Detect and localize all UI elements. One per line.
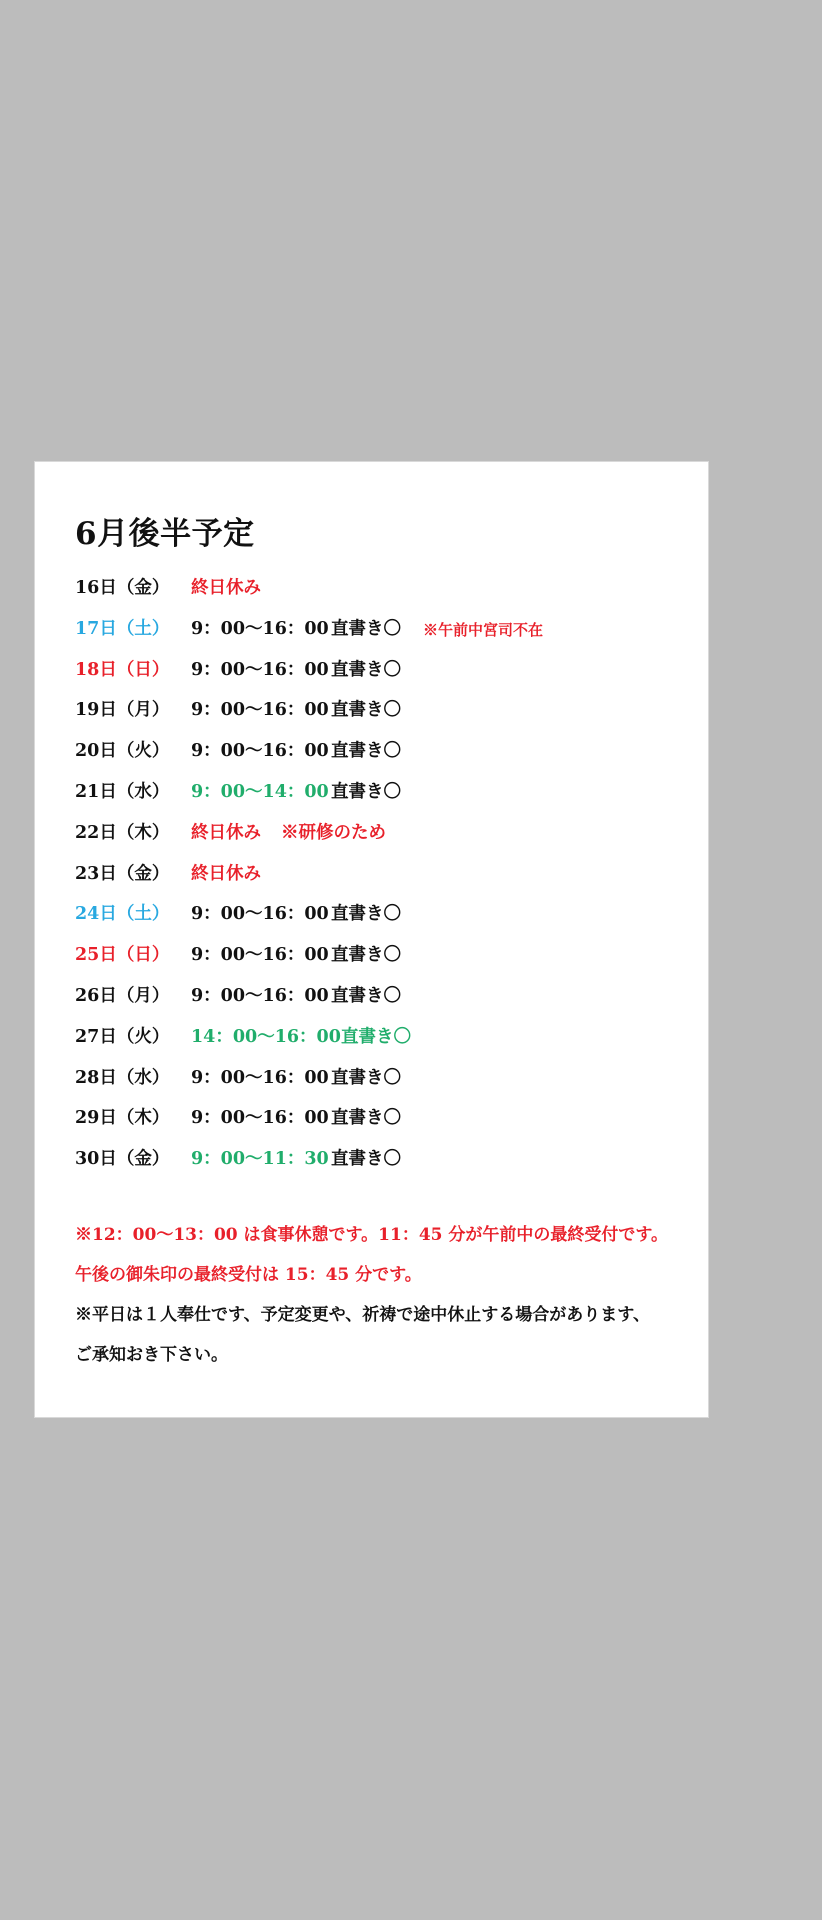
schedule-row [75,650,685,691]
schedule-date: 25日（日） [75,945,170,966]
schedule-hours: 9：00〜11：30 [191,1149,329,1170]
schedule-hours: 9：00〜16：00 [191,904,329,925]
schedule-stamp: 直書き〇 [331,741,401,762]
schedule-row [75,1058,685,1099]
notice-weekday-staff: ※平日は１人奉仕です、予定変更や、祈祷で途中休止する場合があります、 [75,1305,650,1325]
schedule-date: 24日（土） [75,904,170,925]
schedule-date: 21日（水） [75,781,170,802]
schedule-note: ※午前中宮司不在 [423,620,544,639]
schedule-hours: 9：00〜16：00 [191,659,329,680]
schedule-row [75,935,685,976]
schedule-date: 18日（日） [75,659,170,680]
schedule-closed: 終日休み [191,578,261,598]
schedule-closed: 終日休み [191,822,261,843]
schedule-stamp: 直書き〇 [331,945,401,966]
schedule-row [75,976,685,1017]
schedule-stamp: 直書き〇 [331,904,401,925]
schedule-hours: 9：00〜14：00 [191,781,329,802]
schedule-date: 30日（金） [75,1149,170,1170]
schedule-hours: 9：00〜16：00 [191,618,329,639]
schedule-hours: 9：00〜16：00 [191,985,329,1006]
schedule-row [75,772,685,813]
schedule-stamp: 直書き〇 [331,1067,401,1088]
schedule-stamp: 直書き〇 [341,1026,411,1047]
schedule-card [35,462,708,1417]
schedule-stamp: 直書き〇 [331,985,401,1006]
schedule-row [75,1098,685,1139]
schedule-date: 17日（土） [75,618,170,639]
schedule-date: 29日（木） [75,1108,170,1129]
schedule-hours: 9：00〜16：00 [191,1108,329,1129]
schedule-date: 16日（金） [75,578,170,598]
schedule-hours: 14：00〜16：00 [191,1026,341,1047]
schedule-closed: 終日休み [191,863,261,884]
schedule-date: 22日（木） [75,822,170,843]
schedule-row [75,854,685,895]
schedule-row [75,609,685,650]
schedule-stamp: 直書き〇 [331,659,401,680]
schedule-date: 19日（月） [75,700,170,721]
schedule-row [75,1017,685,1058]
schedule-hours: 9：00〜16：00 [191,741,329,762]
schedule-date: 20日（火） [75,741,170,762]
schedule-stamp: 直書き〇 [331,1149,401,1170]
schedule-closed-note: ※研修のため [281,822,386,843]
schedule-row [75,690,685,731]
schedule-row [75,1139,685,1180]
schedule-date: 27日（火） [75,1026,170,1047]
notice-afternoon-deadline: 午後の御朱印の最終受付は 15：45 分です。 [75,1265,422,1285]
schedule-stamp: 直書き〇 [331,781,401,802]
schedule-hours: 9：00〜16：00 [191,1067,329,1088]
schedule-date: 28日（水） [75,1067,170,1088]
schedule-row [75,731,685,772]
schedule-stamp: 直書き〇 [331,700,401,721]
notice-lunch-break: ※12：00〜13：00 は食事休憩です。11：45 分が午前中の最終受付です。 [75,1225,669,1245]
schedule-hours: 9：00〜16：00 [191,700,329,721]
page-title: 6月後半予定 [75,516,255,552]
schedule-stamp: 直書き〇 [331,618,401,639]
notice-section [75,1215,695,1375]
schedule-row [75,813,685,854]
schedule-stamp: 直書き〇 [331,1108,401,1129]
schedule-date: 23日（金） [75,863,170,884]
schedule-row [75,894,685,935]
notice-acknowledge: ご承知おき下さい。 [75,1345,228,1365]
schedule-hours: 9：00〜16：00 [191,945,329,966]
schedule-row [75,568,685,609]
schedule-list [75,568,685,1180]
schedule-date: 26日（月） [75,985,170,1006]
